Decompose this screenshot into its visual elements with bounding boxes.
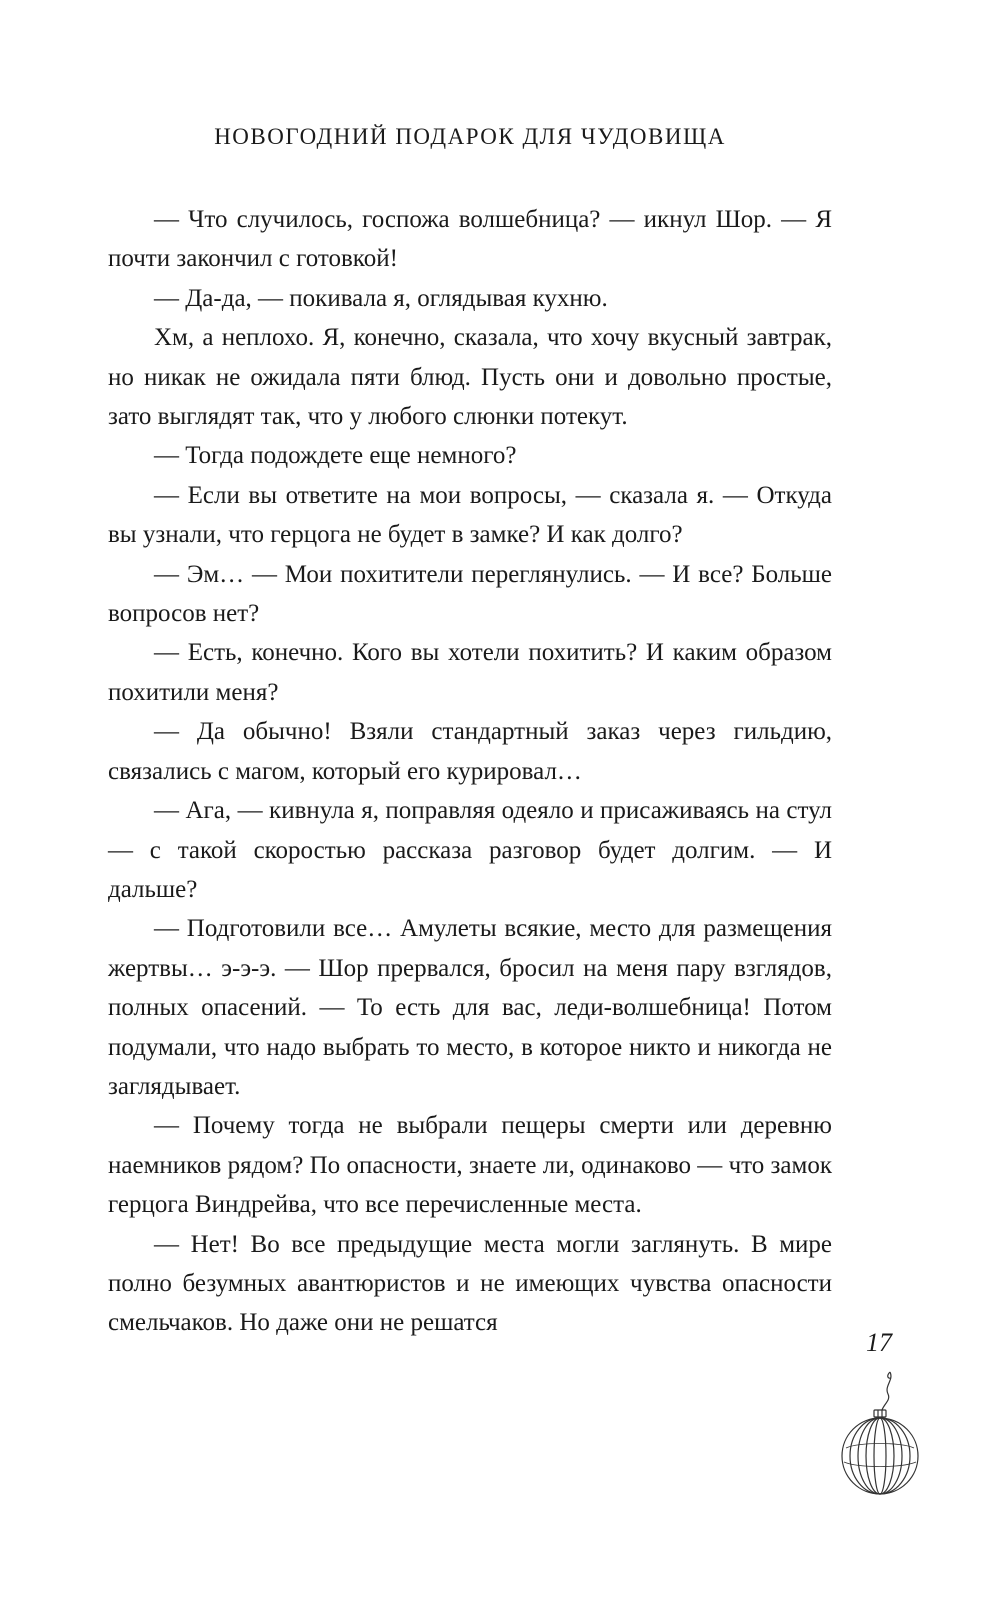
page-number: 17 [866, 1328, 892, 1357]
paragraph: — Да-да, — покивала я, оглядывая кухню. [154, 284, 608, 312]
paragraph: — Нет! Во все предыдущие места могли заглянуть. В мире полно безумных авантюристов и не имеющих чувства опасности смельчаков. Но даже они не решатся [108, 1230, 832, 1337]
paragraph: — Есть, конечно. Кого вы хотели похитить? И каким образом похитили меня? [108, 639, 832, 706]
paragraph: — Тогда подождете еще немного? [154, 442, 517, 470]
body-text [108, 200, 832, 1343]
paragraph: — Подготовили все… Амулеты всякие, место для размещения жертвы… э-э-э. — Шор прервался, бросил на меня пару взглядов, полных опасений. — То есть для вас, леди-волшебница! Потом подумали, что надо выбрать то место, в которое никто и никогда не заглядывает. [108, 915, 832, 1100]
paragraph: — Да обычно! Взяли стандартный заказ через гильдию, связались с магом, который его курировал… [108, 718, 832, 785]
christmas-ornament-icon [838, 1370, 920, 1500]
paragraph: — Ага, — кивнула я, поправляя одеяло и присаживаясь на стул — с такой скоростью рассказа разговор будет долгим. — И дальше? [108, 797, 832, 903]
paragraph: — Что случилось, госпожа волшебница? — икнул Шор. — Я почти закончил с готовкой! [108, 206, 832, 273]
paragraph: — Почему тогда не выбрали пещеры смерти или деревню наемников рядом? По опасности, знаете ли, одинаково — что замок герцога Виндрейва, что все перечисленные места. [108, 1112, 832, 1219]
paragraph: — Если вы ответите на мои вопросы, — сказала я. — Откуда вы узнали, что герцога не будет в замке? И как долго? [108, 481, 832, 549]
paragraph: — Эм… — Мои похитители переглянулись. — И все? Больше вопросов нет? [108, 560, 832, 628]
paragraph: Хм, а неплохо. Я, конечно, сказала, что хочу вкусный завтрак, но никак не ожидала пяти блюд. Пусть они и довольно простые, зато выглядят так, что у любого слюнки потекут. [108, 324, 832, 431]
running-header: НОВОГОДНИЙ ПОДАРОК ДЛЯ ЧУДОВИЩА [214, 124, 726, 149]
